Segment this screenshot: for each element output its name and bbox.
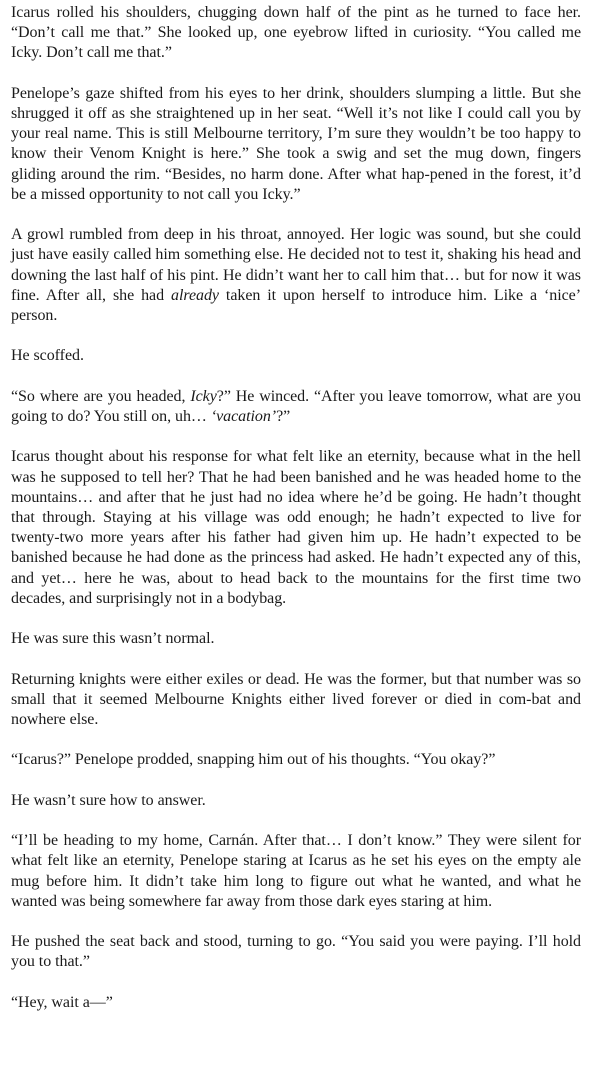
text-run: Returning knights were either exiles or dead. He was the former, but that number was so small that it seemed Melbourne Knights either lived forever or died in com-bat and nowhere else. [11,670,581,728]
paragraph [11,932,581,972]
text-run: taken it upon herself to introduce him. Like a ‘nice’ person. [11,286,581,325]
paragraph [11,387,581,427]
italic-text: already [171,286,219,304]
paragraph [11,831,581,912]
paragraph [11,346,581,366]
paragraph [11,629,581,649]
paragraph [11,3,581,64]
text-run: ?” He winced. “After you leave tomorrow, what are you going to do? You still on, uh… [11,387,581,425]
paragraph [11,750,581,770]
paragraph [11,225,581,326]
text-run: He scoffed. [11,347,84,365]
italic-text: Icky [190,387,217,405]
text-run: ?” [276,408,291,425]
paragraph [11,84,581,205]
text-run: A growl rumbled from deep in his throat, annoyed. Her logic was sound, but she could just have easily called him something else. He decided not to test it, shaking his head and downing the last half of his pint. He didn’t want her to call him that… but for now it was fine. After all, she had [11,226,581,304]
paragraph [11,447,581,609]
text-run: He was sure this wasn’t normal. [11,630,215,648]
paragraph [11,670,581,731]
paragraph [11,791,581,811]
italic-text: ‘vacation’ [210,408,277,425]
text-run: Penelope’s gaze shifted from his eyes to her drink, shoulders slumping a little. But she shrugged it off as she straightened up in her seat. “Well it’s not like I could call you by your real name. This is still Melbourne territory, I’m sure they wouldn’t be too happy to know their Venom Knight is here.” She took a swig and set the mug down, fingers gliding around the rim. “Besides, no harm done. After what hap-pened in the forest, it’d be a missed opportunity to not call you Icky.” [11,84,581,203]
text-run: Icarus thought about his response for what felt like an eternity, because what in the hell was he supposed to tell her? That he had been banished and he was headed home to the mountains… and after that he just had no idea where he’d be going. He hadn’t thought that through. Staying at his village was odd enough; he hadn’t expected to live for twenty-two more years after his father had given him up. He hadn’t expected to be banished because he had done as the princess had asked. He hadn’t expected any of this, and yet… here he was, about to head back to the mountains for the first time two decades, and surprisingly not in a bodybag. [11,448,581,607]
text-run: “Hey, wait a—” [11,993,113,1011]
text-run: “So where are you headed, [11,387,191,405]
paragraph [11,993,581,1013]
text-run: He pushed the seat back and stood, turning to go. “You said you were paying. I’ll hold you to that.” [11,933,581,971]
document-page [11,3,581,1013]
text-run: “Icarus?” Penelope prodded, snapping him out of his thoughts. “You okay?” [11,751,496,769]
text-run: “I’ll be heading to my home, Carnán. After that… I don’t know.” They were silent for what felt like an eternity, Penelope staring at Icarus as he set his eyes on the empty ale mug before him. It didn’t take him long to figure out what he wanted, and what he wanted was being somewhere far away from those dark eyes staring at him. [11,832,581,910]
text-run: Icarus rolled his shoulders, chugging down half of the pint as he turned to face her. “Don’t call me that.” She looked up, one eyebrow lifted in curiosity. “You called me Icky. Don’t call me that.” [11,4,581,62]
text-run: He wasn’t sure how to answer. [11,791,206,809]
